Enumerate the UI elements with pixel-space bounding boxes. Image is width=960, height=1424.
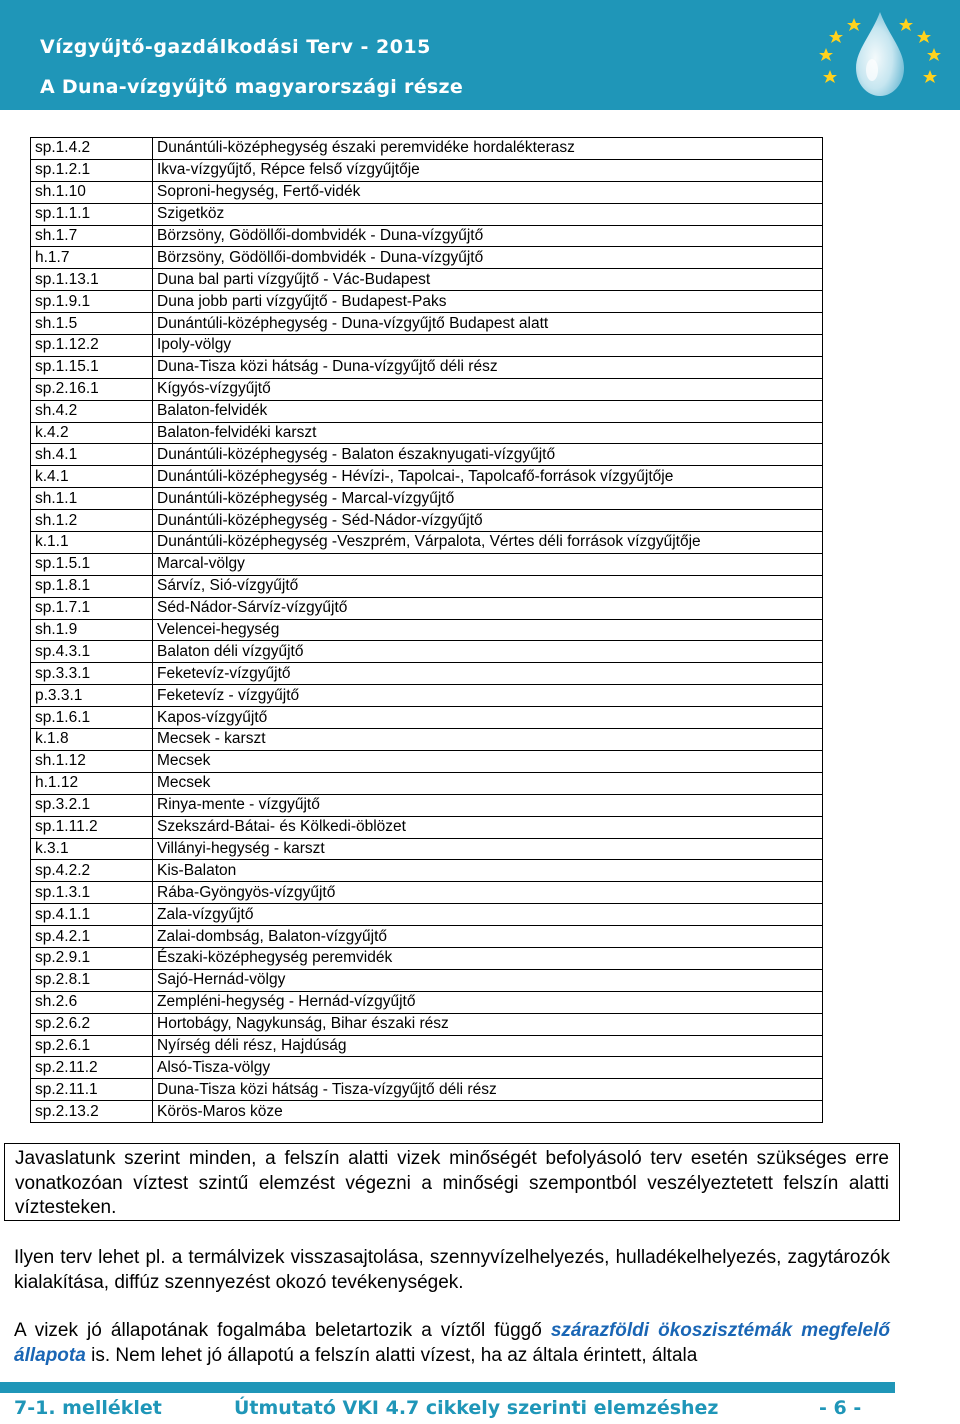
water-body-name: Rába-Gyöngyös-vízgyűjtő bbox=[153, 882, 823, 904]
water-body-code: sh.2.6 bbox=[31, 991, 153, 1013]
water-body-name: Séd-Nádor-Sárvíz-vízgyűjtő bbox=[153, 597, 823, 619]
water-body-name: Dunántúli-középhegység - Duna-vízgyűjtő Budapest alatt bbox=[153, 313, 823, 335]
table-row bbox=[31, 138, 823, 160]
table-row bbox=[31, 1101, 823, 1123]
paragraph-examples: Ilyen terv lehet pl. a termálvizek visszasajtolása, szennyvízelhelyezés, hulladékelhelyezés, zagytározók kialakítása, diffúz szennyezést okozó tevékenységek. bbox=[14, 1247, 890, 1293]
table-row bbox=[31, 335, 823, 357]
table-row bbox=[31, 619, 823, 641]
table-row bbox=[31, 378, 823, 400]
water-body-code: sp.3.2.1 bbox=[31, 794, 153, 816]
table-row bbox=[31, 794, 823, 816]
header-title: Vízgyűjtő-gazdálkodási Terv - 2015 bbox=[40, 36, 431, 58]
table-row bbox=[31, 663, 823, 685]
water-body-code: sp.1.5.1 bbox=[31, 553, 153, 575]
water-body-code: sp.4.2.1 bbox=[31, 926, 153, 948]
water-body-name: Balaton-felvidéki karszt bbox=[153, 422, 823, 444]
water-body-code: sp.4.2.2 bbox=[31, 860, 153, 882]
water-body-code: sp.2.16.1 bbox=[31, 378, 153, 400]
water-body-name: Északi-középhegység peremvidék bbox=[153, 947, 823, 969]
water-body-code: sh.1.7 bbox=[31, 225, 153, 247]
footer-divider bbox=[0, 1382, 895, 1393]
water-body-code: sp.1.9.1 bbox=[31, 291, 153, 313]
water-body-code: k.1.8 bbox=[31, 729, 153, 751]
table-row bbox=[31, 641, 823, 663]
water-body-name: Velencei-hegység bbox=[153, 619, 823, 641]
table-row bbox=[31, 291, 823, 313]
water-body-code: sp.2.6.2 bbox=[31, 1013, 153, 1035]
water-body-name: Feketevíz-vízgyűjtő bbox=[153, 663, 823, 685]
table-row bbox=[31, 597, 823, 619]
table-row bbox=[31, 1057, 823, 1079]
water-body-code: sp.1.11.2 bbox=[31, 816, 153, 838]
water-body-name: Kígyós-vízgyűjtő bbox=[153, 378, 823, 400]
table-row bbox=[31, 532, 823, 554]
table-row bbox=[31, 159, 823, 181]
water-body-code: k.4.1 bbox=[31, 466, 153, 488]
water-body-name: Dunántúli-középhegység - Balaton északnyugati-vízgyűjtő bbox=[153, 444, 823, 466]
paragraph-text-after: is. Nem lehet jó állapotú a felszín alatti vízest, ha az általa érintett, általa bbox=[85, 1344, 698, 1366]
water-body-code: sh.4.2 bbox=[31, 400, 153, 422]
water-body-name: Zempléni-hegység - Hernád-vízgyűjtő bbox=[153, 991, 823, 1013]
table-row bbox=[31, 488, 823, 510]
table-row bbox=[31, 1035, 823, 1057]
water-body-name: Börzsöny, Gödöllői-dombvidék - Duna-vízgyűjtő bbox=[153, 225, 823, 247]
water-body-code: sp.4.1.1 bbox=[31, 904, 153, 926]
water-body-code: sp.1.13.1 bbox=[31, 269, 153, 291]
water-body-code: sp.2.9.1 bbox=[31, 947, 153, 969]
table-row bbox=[31, 991, 823, 1013]
header-subtitle: A Duna-vízgyűjtő magyarországi része bbox=[40, 76, 464, 98]
water-body-name: Sajó-Hernád-völgy bbox=[153, 969, 823, 991]
water-body-name: Soproni-hegység, Fertő-vidék bbox=[153, 181, 823, 203]
water-body-code: sp.1.4.2 bbox=[31, 138, 153, 160]
table-row bbox=[31, 203, 823, 225]
water-body-code: sp.2.13.2 bbox=[31, 1101, 153, 1123]
water-body-name: Rinya-mente - vízgyűjtő bbox=[153, 794, 823, 816]
water-body-code: h.1.12 bbox=[31, 772, 153, 794]
water-body-code: p.3.3.1 bbox=[31, 685, 153, 707]
table-row bbox=[31, 181, 823, 203]
table-row bbox=[31, 969, 823, 991]
table-row bbox=[31, 904, 823, 926]
table-row bbox=[31, 225, 823, 247]
water-body-name: Hortobágy, Nagykunság, Bihar északi rész bbox=[153, 1013, 823, 1035]
water-drop-stars-logo bbox=[806, 8, 956, 108]
water-body-name: Balaton déli vízgyűjtő bbox=[153, 641, 823, 663]
water-body-name: Szigetköz bbox=[153, 203, 823, 225]
water-body-code: sh.1.5 bbox=[31, 313, 153, 335]
table-row bbox=[31, 1013, 823, 1035]
table-row bbox=[31, 444, 823, 466]
water-body-code: k.1.1 bbox=[31, 532, 153, 554]
water-body-code: sp.1.3.1 bbox=[31, 882, 153, 904]
water-body-name: Duna-Tisza közi hátság - Duna-vízgyűjtő déli rész bbox=[153, 356, 823, 378]
paragraph-good-status bbox=[14, 1319, 890, 1368]
water-body-name: Marcal-völgy bbox=[153, 553, 823, 575]
table-row bbox=[31, 269, 823, 291]
table-row bbox=[31, 313, 823, 335]
water-body-name: Dunántúli-középhegység -Veszprém, Várpalota, Vértes déli források vízgyűjtője bbox=[153, 532, 823, 554]
recommendation-box: Javaslatunk szerint minden, a felszín alatti vizek minőségét befolyásoló terv esetén szükséges erre vonatkozóan víztest szintű elemzést végezni a minőségi szempontból veszélyeztetett felszín alatti víztesteken. bbox=[4, 1143, 900, 1221]
table-row bbox=[31, 400, 823, 422]
water-body-name: Sárvíz, Sió-vízgyűjtő bbox=[153, 575, 823, 597]
water-body-code: sh.4.1 bbox=[31, 444, 153, 466]
water-body-code: sp.1.12.2 bbox=[31, 335, 153, 357]
water-body-name: Nyírség déli rész, Hajdúság bbox=[153, 1035, 823, 1057]
highlight-ecosystems: szárazföldi ökoszisztémák megfelelő állapota bbox=[14, 1320, 890, 1366]
water-body-code: sp.2.11.1 bbox=[31, 1079, 153, 1101]
water-body-code: sh.1.1 bbox=[31, 488, 153, 510]
water-body-name: Zala-vízgyűjtő bbox=[153, 904, 823, 926]
water-body-code: sp.3.3.1 bbox=[31, 663, 153, 685]
page-header bbox=[0, 0, 960, 110]
water-body-code: sp.1.1.1 bbox=[31, 203, 153, 225]
water-body-code: sp.1.8.1 bbox=[31, 575, 153, 597]
water-body-name: Ipoly-völgy bbox=[153, 335, 823, 357]
footer-guide-title: Útmutató VKI 4.7 cikkely szerinti elemzéshez bbox=[234, 1397, 719, 1419]
water-body-code: sp.2.6.1 bbox=[31, 1035, 153, 1057]
table-row bbox=[31, 926, 823, 948]
water-body-name: Ikva-vízgyűjtő, Répce felső vízgyűjtője bbox=[153, 159, 823, 181]
water-body-name: Börzsöny, Gödöllői-dombvidék - Duna-vízgyűjtő bbox=[153, 247, 823, 269]
table-row bbox=[31, 575, 823, 597]
water-body-name: Kis-Balaton bbox=[153, 860, 823, 882]
table-row bbox=[31, 510, 823, 532]
water-body-code: k.4.2 bbox=[31, 422, 153, 444]
table-row bbox=[31, 882, 823, 904]
table-row bbox=[31, 816, 823, 838]
water-body-name: Duna bal parti vízgyűjtő - Vác-Budapest bbox=[153, 269, 823, 291]
water-body-code: sp.2.11.2 bbox=[31, 1057, 153, 1079]
water-body-name: Duna-Tisza közi hátság - Tisza-vízgyűjtő déli rész bbox=[153, 1079, 823, 1101]
water-body-name: Dunántúli-középhegység északi peremvidéke hordalékterasz bbox=[153, 138, 823, 160]
table-row bbox=[31, 772, 823, 794]
table-row bbox=[31, 247, 823, 269]
water-body-code: sh.1.12 bbox=[31, 750, 153, 772]
water-body-code: sp.2.8.1 bbox=[31, 969, 153, 991]
water-body-name: Dunántúli-középhegység - Hévízi-, Tapolcai-, Tapolcafő-források vízgyűjtője bbox=[153, 466, 823, 488]
water-body-name: Kapos-vízgyűjtő bbox=[153, 707, 823, 729]
water-body-name: Mecsek bbox=[153, 772, 823, 794]
table-row bbox=[31, 685, 823, 707]
water-body-name: Körös-Maros köze bbox=[153, 1101, 823, 1123]
water-body-code: sp.1.7.1 bbox=[31, 597, 153, 619]
table-row bbox=[31, 422, 823, 444]
table-row bbox=[31, 838, 823, 860]
paragraph-text-before: A vizek jó állapotának fogalmába beletartozik a víztől függő bbox=[14, 1320, 551, 1341]
water-body-name: Mecsek - karszt bbox=[153, 729, 823, 751]
water-body-name: Villányi-hegység - karszt bbox=[153, 838, 823, 860]
water-body-code: sh.1.2 bbox=[31, 510, 153, 532]
water-body-name: Mecsek bbox=[153, 750, 823, 772]
water-body-name: Balaton-felvidék bbox=[153, 400, 823, 422]
table-row bbox=[31, 553, 823, 575]
table-row bbox=[31, 707, 823, 729]
water-body-table bbox=[30, 137, 823, 1123]
water-body-code: sh.1.9 bbox=[31, 619, 153, 641]
water-body-name: Szekszárd-Bátai- és Kölkedi-öblözet bbox=[153, 816, 823, 838]
water-body-name: Dunántúli-középhegység - Marcal-vízgyűjtő bbox=[153, 488, 823, 510]
water-body-name: Zalai-dombság, Balaton-vízgyűjtő bbox=[153, 926, 823, 948]
table-row bbox=[31, 466, 823, 488]
water-body-code: sp.1.6.1 bbox=[31, 707, 153, 729]
footer-page-number: - 6 - bbox=[819, 1397, 862, 1419]
table-row bbox=[31, 1079, 823, 1101]
table-row bbox=[31, 356, 823, 378]
water-body-name: Duna jobb parti vízgyűjtő - Budapest-Paks bbox=[153, 291, 823, 313]
water-body-code: sp.1.2.1 bbox=[31, 159, 153, 181]
table-row bbox=[31, 860, 823, 882]
water-body-name: Dunántúli-középhegység - Séd-Nádor-vízgyűjtő bbox=[153, 510, 823, 532]
footer-annex: 7-1. melléklet bbox=[14, 1397, 162, 1419]
water-body-name: Feketevíz - vízgyűjtő bbox=[153, 685, 823, 707]
water-body-name: Alsó-Tisza-völgy bbox=[153, 1057, 823, 1079]
water-body-code: k.3.1 bbox=[31, 838, 153, 860]
table-row bbox=[31, 947, 823, 969]
table-row bbox=[31, 729, 823, 751]
water-body-code: h.1.7 bbox=[31, 247, 153, 269]
water-body-code: sh.1.10 bbox=[31, 181, 153, 203]
water-body-code: sp.4.3.1 bbox=[31, 641, 153, 663]
water-body-code: sp.1.15.1 bbox=[31, 356, 153, 378]
table-row bbox=[31, 750, 823, 772]
